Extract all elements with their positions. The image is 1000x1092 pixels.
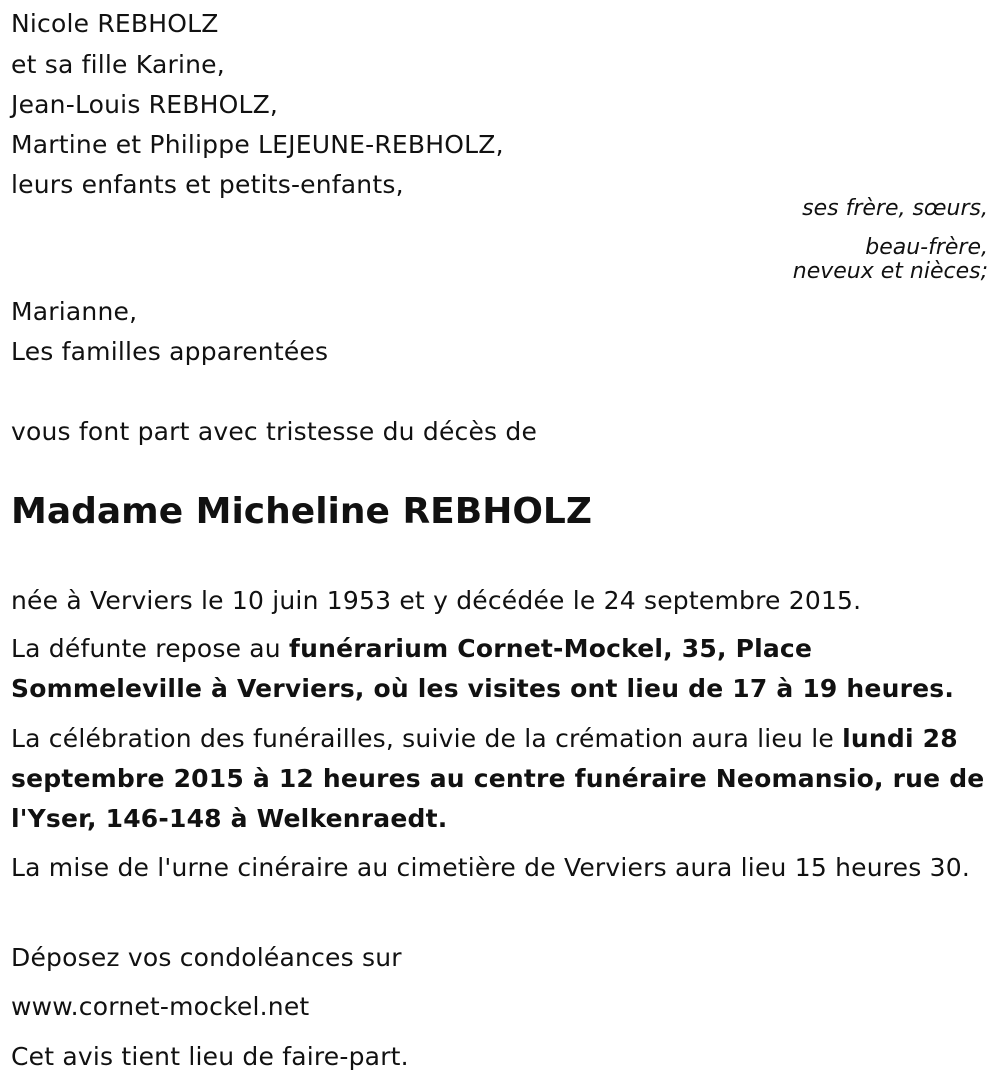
funeral-intro: La célébration des funérailles, suivie de la crémation aura lieu le xyxy=(11,724,843,753)
family-line-relatives: Les familles apparentées xyxy=(11,337,329,366)
condolences-text: Déposez vos condoléances sur xyxy=(11,943,402,972)
relations-nephews-nieces: neveux et nièces; xyxy=(792,259,988,284)
family-line-nicole: Nicole REBHOLZ xyxy=(11,9,219,38)
birth-death-info: née à Verviers le 10 juin 1953 et y décédée le 24 septembre 2015. xyxy=(11,586,862,615)
family-line-martine-philippe: Martine et Philippe LEJEUNE-REBHOLZ, xyxy=(11,130,504,159)
urn-paragraph: La mise de l'urne cinéraire au cimetière de Verviers aura lieu 15 heures 30. xyxy=(11,853,970,882)
repose-paragraph xyxy=(11,629,986,709)
funeral-details: lundi 28 septembre 2015 à 12 heures au centre funéraire Neomansio, rue de l'Yser, 146-148 à Welkenraedt. xyxy=(11,724,985,833)
family-line-karine: et sa fille Karine, xyxy=(11,50,225,79)
repose-intro: La défunte repose au xyxy=(11,634,290,663)
relations-siblings: ses frère, sœurs, xyxy=(802,196,988,221)
announcement-text: vous font part avec tristesse du décès de xyxy=(11,417,538,446)
repose-details: funérarium Cornet-Mockel, 35, Place Sommeleville à Verviers, où les visites ont lieu de 17 à 19 heures. xyxy=(11,634,955,703)
family-line-marianne: Marianne, xyxy=(11,297,138,326)
condolences-website[interactable]: www.cornet-mockel.net xyxy=(11,992,310,1021)
family-line-children: leurs enfants et petits-enfants, xyxy=(11,170,404,199)
deceased-name: Madame Micheline REBHOLZ xyxy=(11,491,592,532)
funeral-paragraph xyxy=(11,719,986,839)
closing-note: Cet avis tient lieu de faire-part. xyxy=(11,1042,409,1071)
relations-brother-in-law: beau-frère, xyxy=(865,235,988,260)
family-line-jean-louis: Jean-Louis REBHOLZ, xyxy=(11,90,279,119)
